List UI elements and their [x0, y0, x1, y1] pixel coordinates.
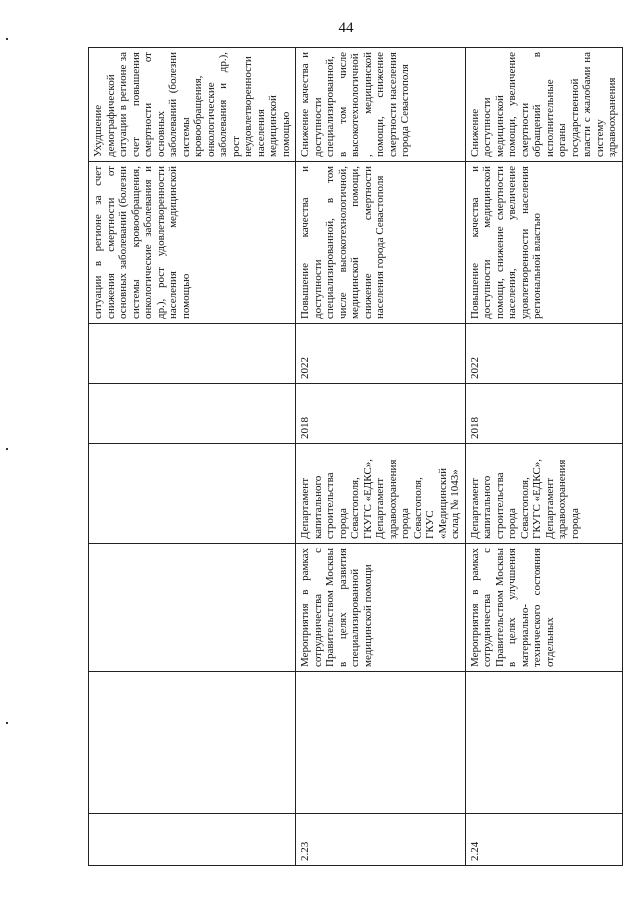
cell-consequence: Снижение качества и доступности специализированной, в том числе высокотехнологичной, медицинской помощи, снижение смертности населения города Севастополя: [296, 48, 466, 162]
page-number: 44: [338, 20, 354, 36]
cell-expected-result: Повышение качества и доступности специализированной, в том числе высокотехнологичной, медицинской помощи, снижение смертности населения города Севастополя: [296, 162, 466, 324]
cell-expected-result: Повышение качества и доступности медицинской помощи, снижение смертности населения, увеличение удовлетворенности населения региональной властью: [465, 162, 622, 324]
cell-measure: Мероприятия в рамках сотрудничества с Правительством Москвы в целях улучшения материально-технического состояния отдельных: [465, 544, 622, 672]
cell-number: 2.24: [465, 814, 622, 866]
cell-executor: [89, 444, 296, 544]
cell-start-year: 2018: [296, 384, 466, 444]
table-row: [89, 48, 296, 866]
cell-empty: [89, 672, 296, 814]
cell-executor: Департамент капитального строительства города Севастополя, ГКУГС «ЕДКС», Департамент здравоохранения города Севастополя, ГКУС «Медицинский склад № 1043»: [296, 444, 466, 544]
scan-mark: [6, 38, 8, 40]
table-frame: [88, 48, 618, 866]
cell-number: 2.23: [296, 814, 466, 866]
cell-end-year: 2022: [465, 324, 622, 384]
cell-expected-result: ситуации в регионе за счет снижения смертности от основных заболеваний (болезни системы кровообращения, онкологические заболевания и др.), рост удовлетворенности населения медицинской помощью: [89, 162, 296, 324]
scan-mark: [6, 722, 8, 724]
cell-end-year: 2022: [296, 324, 466, 384]
cell-executor: Департамент капитального строительства города Севастополя, ГКУГС «ЕДКС», Департамент здравоохранения города: [465, 444, 622, 544]
table-row: [465, 48, 622, 866]
cell-empty: [465, 672, 622, 814]
cell-consequence: Ухудшение демографической ситуации в регионе за счет повышения смертности от основных заболеваний (болезни системы кровообращения, онкологические заболевания и др.), рост неудовлетворенности населения медицинской помощью: [89, 48, 296, 162]
table-row: [296, 48, 466, 866]
cell-start-year: [89, 384, 296, 444]
program-table: [88, 47, 623, 866]
cell-empty: [296, 672, 466, 814]
cell-start-year: 2018: [465, 384, 622, 444]
scan-mark: [6, 448, 8, 450]
cell-consequence: Снижение доступности медицинской помощи, увеличение смертности обращений в исполнительные органы государственной власти с жалобами на систему здравоохранения: [465, 48, 622, 162]
cell-end-year: [89, 324, 296, 384]
cell-measure: [89, 544, 296, 672]
cell-number: [89, 814, 296, 866]
cell-measure: Мероприятия в рамках сотрудничества с Правительством Москвы в целях развития специализированной медицинской помощи: [296, 544, 466, 672]
